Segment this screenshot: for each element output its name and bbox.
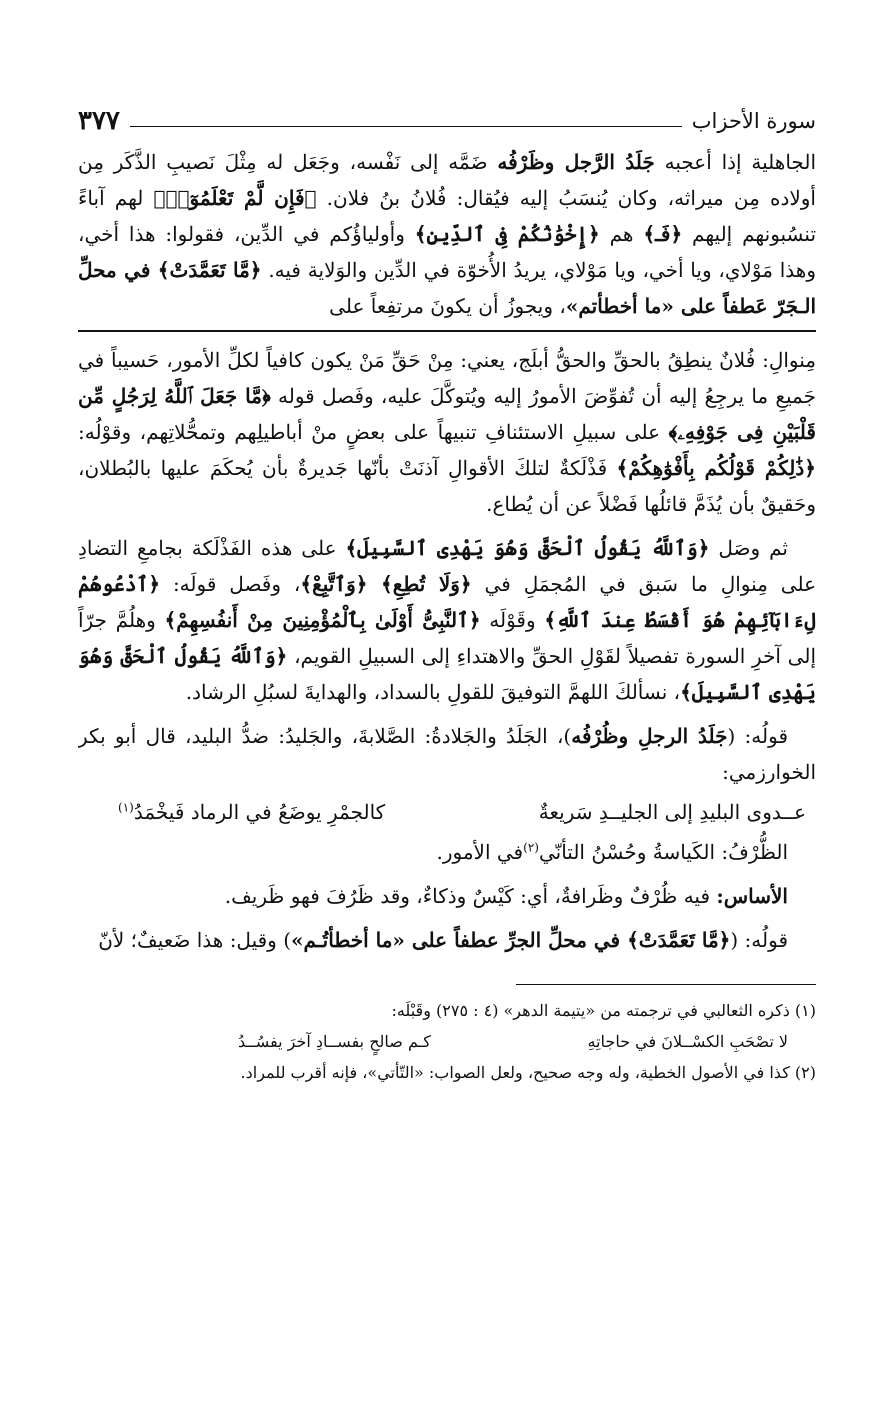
text-span: هم — [599, 222, 644, 246]
commentary-paragraph — [78, 878, 816, 914]
quran-quote: ﴿مَّا تَعَمَّدَتْ﴾ — [627, 928, 731, 952]
text-span: ، وفَصل قولَه: — [160, 572, 301, 596]
text-span: لهم آباءً تنسُبونهم إليهم — [78, 186, 816, 246]
text-span: في الأمور. — [436, 840, 524, 864]
commentary-paragraph — [78, 530, 816, 710]
main-text-paragraph — [78, 144, 816, 324]
text-span: وهلُمَّ جرّاً إلى آخرِ السورة تفصيلاً لقَوْلِ الحقِّ والاهتداءِ إلى السبيلِ القويم، — [78, 608, 816, 668]
text-span: ) وقيل: هذا ضَعيفٌ؛ لأنّ — [98, 928, 291, 952]
text-span: فيه ظُرْفٌ وظَرافةٌ، أي: كَيْسٌ وذكاءٌ، وقد ظَرُفَ فهو ظَريف. — [224, 884, 717, 908]
quran-quote: ﴿مَّا تَعَمَّدَتْ﴾ — [157, 258, 262, 282]
footnote-verse — [78, 1027, 816, 1057]
poetry-verse — [78, 792, 816, 832]
bold-phrase: جَلَدُ الرجلِ وظُرْفُه — [571, 724, 728, 748]
text-span: وقَوْلَه — [480, 608, 545, 632]
text-span: )، الجَلَدُ والجَلادةُ: الصَّلابةَ، والجَليدُ: ضدُّ البليد، قال أبو بكر الخوارزمي: — [78, 724, 816, 784]
text-span: الظُّرْفُ: الكَياسةُ وحُسْنُ التأنّي — [538, 840, 788, 864]
header-rule — [130, 126, 682, 127]
text-span: قولُه: ( — [727, 724, 789, 748]
verse-second-hemistich: كـم صالحٍ بفســادِ آخرَ يفسُــدُ — [238, 1032, 431, 1051]
bold-phrase: في محلِّ الجرِّ عطفاً على «ما أخطأتُـم» — [291, 928, 628, 952]
verse-text: كالجمْرِ يوضَعُ في الرماد فَيخْمَدُ — [133, 800, 386, 824]
commentary-paragraph — [78, 718, 816, 790]
quran-quote: ﴿مَّا جَعَلَ ٱللَّهُ لِرَجُلٍ مِّن قَلْبَيْنِ فِى جَوْفِهِۦ﴾ — [78, 384, 816, 444]
text-span: على هذه الفَذْلَكة بجامعِ التضادِ على مِنوالِ ما سَبق في المُجمَلِ في — [78, 536, 816, 596]
verse-first-hemistich: لا تصْحَبِ الكسْــلانَ في حاجاتِهِ — [587, 1032, 788, 1051]
text-span: مِنوالِ: فُلانٌ ينطِقُ بالحقِّ والحقُّ أبلَج، يعني: مِنْ حَقِّ مَنْ يكون كافياً لكلِّ الأمور، حَسيباً في جَميعِ ما يرجِعُ إليه أن تُفوِّضَ الأمورُ إليه ويُتوكَّلَ عليه، وفَصل قوله — [78, 348, 816, 408]
text-span: الجاهلية إذا أعجبه — [654, 150, 816, 174]
page-number: ٣٧٧ — [78, 106, 120, 136]
footnote-marker: (٢) — [523, 840, 539, 855]
quran-quote: ﴿فَـ﴾ — [643, 222, 683, 246]
section-divider — [78, 330, 816, 332]
page — [78, 92, 816, 1352]
footnote-1: (١) ذكره الثعالبي في ترجمته من «يتيمة الدهر» (٤ : ٢٧٥) وقَبْلَه: — [391, 1001, 816, 1020]
page-header — [78, 92, 816, 136]
footnote-marker: (١) — [118, 800, 134, 815]
quran-quote: ﴿وَٱللَّهُ يَقُولُ ٱلْحَقَّ وَهُوَ يَهْدِى ٱلسَّبِيلَ﴾ — [345, 536, 710, 560]
quran-quote: ﴿وَٱللَّهُ يَقُولُ ٱلْحَقَّ وَهُوَ يَهْدِى ٱلسَّبِيلَ﴾ — [78, 644, 816, 704]
quran-quote: ﴿ذَٰلِكُمْ قَوْلُكُم بِأَفْوَٰهِكُمْ﴾ — [616, 456, 816, 480]
bold-phrase: في محلِّ الـجَرّ عَطفاً على «ما أخطأتم» — [78, 258, 816, 318]
commentary-paragraph — [78, 922, 816, 958]
commentary-paragraph — [78, 342, 816, 522]
bold-phrase: الأساس: — [716, 884, 788, 908]
commentary-paragraph — [78, 834, 816, 870]
text-span: قولُه: ( — [730, 928, 788, 952]
text-span: على سبيلِ الاستئنافِ تنبيهاً على بعضٍ منْ أباطيلِهم وتمحُّلاتِهم، وقوْلُه: — [78, 420, 669, 444]
footnote-2: (٢) كذا في الأصول الخطية، وله وجه صحيح، ولعل الصواب: «التّأتي»، فإنه أقرب للمراد. — [240, 1063, 816, 1082]
text-span: وأولياؤُكم في الدِّين، فقولوا: هذا أخي، وهذا مَوْلاي، ويا أخي، ويا مَوْلاي، يريدُ الأُخوّة في الدِّين والوَلاية فيه. — [78, 222, 816, 282]
quran-quote: ﴿ٱلنَّبِىُّ أَوْلَىٰ بِٱلْمُؤْمِنِينَ مِنْ أَنفُسِهِمْ﴾ — [164, 608, 481, 632]
quran-quote: ﴿إِخْوَٰنُكُمْ فِى ٱلدِّينِ﴾ — [414, 222, 600, 246]
quran-quote: ﴿وَلَا تُطِعِ﴾ ﴿وَٱتَّبِعْ﴾ — [300, 572, 472, 596]
bold-phrase: جَلَدُ الرَّجل وظَرْفُه — [497, 150, 655, 174]
verse-second-hemistich — [118, 792, 385, 832]
text-span: فَذْلَكةٌ لتلكَ الأقوالِ آذنَتْ بأنّها جَديرةٌ بأن يُحكَمَ عليها بالبُطلان، وحَقيقٌ بأن يُذَمَّ قائلُها فَضْلاً عن أن يُطاع. — [78, 456, 816, 516]
surah-title: سورة الأحزاب — [691, 109, 816, 133]
text-span: ضَمَّه إلى نَفْسه، وجَعَل له مِثْلَ نَصيبِ الذَّكَر مِن أولاده مِن ميراثه، وكان يُنسَبُ إليه فيُقال: فُلانُ بنُ فلان. — [78, 150, 816, 210]
text-span: ، نسألكَ اللهمَّ التوفيقَ للقولِ بالسداد، والهدايةَ لسبُلِ الرشاد. — [185, 680, 681, 704]
footnote-rule — [516, 984, 816, 985]
text-span: ، ويجوزُ أن يكونَ مرتفِعاً على — [329, 294, 566, 318]
quran-quote: ﴿فَإِن لَّمْ تَعْلَمُوٓا۟﴾ — [153, 186, 317, 210]
verse-first-hemistich: عــدوى البليدِ إلى الجليــدِ سَريعةٌ — [538, 800, 806, 824]
text-span: ثم وصَل — [709, 536, 788, 560]
quran-quote: ﴿ٱدْعُوهُمْ لِءَابَآئِهِمْ هُوَ أَقْسَطُ عِندَ ٱللَّهِ﴾ — [78, 572, 816, 632]
